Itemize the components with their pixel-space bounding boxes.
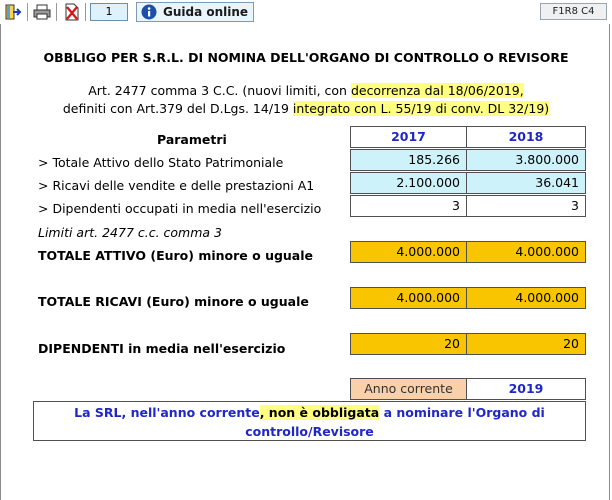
toolbar-separator (56, 3, 57, 21)
page-title: OBBLIGO PER S.R.L. DI NOMINA DELL'ORGANO DI CONTROLLO O REVISORE (43, 50, 569, 65)
result-highlight: , non è obbligata (259, 405, 380, 420)
description-line-1 (0, 83, 612, 98)
dipendenti-2018-input[interactable]: 3 (466, 195, 586, 217)
toolbar (0, 0, 612, 24)
description-highlight: integrato con L. 55/19 di conv. DL 32/19) (292, 101, 550, 116)
year-2017-header: 2017 (350, 126, 467, 148)
ricavi-2018-input[interactable]: 36.041 (466, 172, 586, 194)
description-highlight: decorrenza dal 18/06/2019, (350, 83, 524, 98)
ricavi-2017-input[interactable]: 2.100.000 (350, 172, 467, 194)
result-line-2: controllo/Revisore (245, 424, 374, 439)
limits-caption: Limiti art. 2477 c.c. comma 3 (38, 225, 222, 240)
param-label-totale-attivo: > Totale Attivo dello Stato Patrimoniale (38, 155, 284, 170)
totale-attivo-2018-input[interactable]: 3.800.000 (466, 149, 586, 171)
delete-page-icon[interactable] (62, 2, 82, 22)
dipendenti-limit-2018: 20 (466, 333, 586, 355)
totale-ricavi-limit-label: TOTALE RICAVI (Euro) minore o uguale (38, 294, 309, 309)
result-text: a nominare l'Organo di (379, 405, 545, 420)
anno-corrente-label: Anno corrente (350, 378, 467, 400)
info-icon (141, 4, 157, 20)
toolbar-separator (27, 3, 28, 21)
totale-attivo-limit-label: TOTALE ATTIVO (Euro) minore o uguale (38, 248, 314, 263)
result-text: La SRL, nell'anno corrente (74, 405, 260, 420)
dipendenti-limit-label: DIPENDENTI in media nell'esercizio (38, 341, 286, 356)
guida-online-label: Guida online (163, 5, 249, 19)
totale-ricavi-limit-2017: 4.000.000 (350, 287, 467, 309)
totale-attivo-2017-input[interactable]: 185.266 (350, 149, 467, 171)
result-message (33, 401, 586, 441)
description-text: Art. 2477 comma 3 C.C. (nuovi limiti, con (88, 83, 351, 98)
description-text: definiti con Art.379 del D.Lgs. 14/19 (62, 101, 293, 116)
description-line-2 (0, 101, 612, 116)
param-label-ricavi: > Ricavi delle vendite e delle prestazioni A1 (38, 178, 315, 193)
form-code-badge: F1R8 C4 (540, 3, 607, 20)
year-2018-header: 2018 (466, 126, 586, 148)
printer-icon[interactable] (32, 2, 52, 22)
guida-online-button[interactable] (136, 2, 254, 22)
toolbar-separator (85, 3, 86, 21)
parametri-header: Parametri (157, 132, 227, 147)
page-number-field[interactable]: 1 (90, 3, 128, 21)
totale-attivo-limit-2017: 4.000.000 (350, 241, 467, 263)
anno-corrente-value: 2019 (466, 378, 586, 400)
param-label-dipendenti: > Dipendenti occupati in media nell'esercizio (38, 201, 322, 216)
dipendenti-2017-input[interactable]: 3 (350, 195, 467, 217)
dipendenti-limit-2017: 20 (350, 333, 467, 355)
totale-attivo-limit-2018: 4.000.000 (466, 241, 586, 263)
totale-ricavi-limit-2018: 4.000.000 (466, 287, 586, 309)
exit-door-icon[interactable] (3, 2, 23, 22)
result-line-1 (34, 403, 585, 422)
